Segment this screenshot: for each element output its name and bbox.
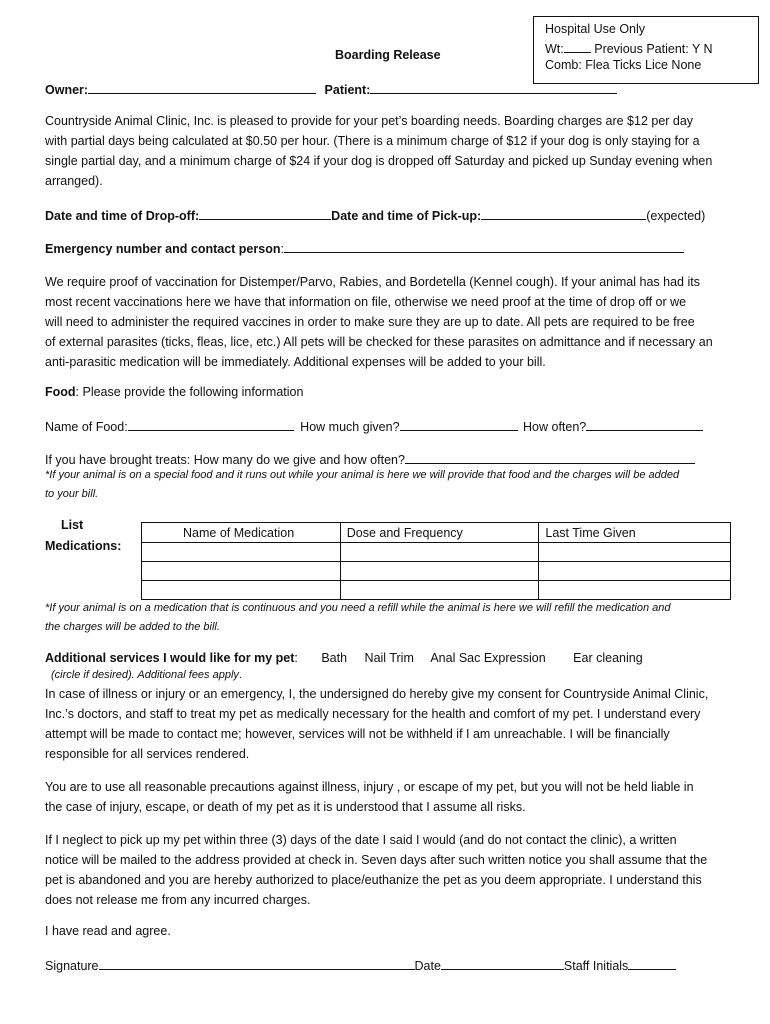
agreement-statement: I have read and agree. (45, 924, 171, 938)
intro-line: arranged). (45, 174, 103, 188)
medication-refill-note (45, 599, 735, 637)
consent-line: responsible for all services rendered. (45, 747, 250, 761)
dropoff-label: Date and time of Drop-off: (45, 209, 200, 223)
last-time-given-cell[interactable] (539, 581, 731, 600)
vaccination-line: will need to administer the required vaccines in order to make sure they are up to date. All pets are required to be free (45, 315, 695, 329)
abandonment-line: notice will be mailed to the address provided at check in. Seven days after such written notice you shall assume that the (45, 853, 708, 867)
food-name-field[interactable] (128, 418, 294, 431)
liability-line: You are to use all reasonable precautions against illness, injury , or escape of my pet, but you will not be held liable in (45, 780, 694, 794)
note-line: the charges will be added to the bill. (45, 621, 220, 633)
signature-label: Signature (45, 959, 99, 973)
table-header-row (142, 523, 731, 543)
dose-frequency-cell[interactable] (340, 562, 539, 581)
consent-paragraph (45, 684, 730, 764)
medication-name-cell[interactable] (142, 562, 341, 581)
emergency-field[interactable] (284, 240, 684, 253)
note-line: *If your animal is on a special food and it runs out while your animal is here we will provide that food and the charges will be added (45, 469, 680, 481)
food-name-label: Name of Food: (45, 420, 128, 434)
medication-name-cell[interactable] (142, 543, 341, 562)
circle-note-text: (circle if desired). Additional fees apply (51, 669, 239, 681)
how-often-field[interactable] (586, 418, 703, 431)
abandonment-line: pet is abandoned and you are hereby authorized to place/euthanize the pet as you deem appropriate. I understand this (45, 873, 702, 887)
additional-services-line (45, 651, 643, 665)
service-nail-trim[interactable]: Nail Trim (364, 651, 414, 665)
intro-line: single partial day, and a minimum charge of $24 if your dog is dropped off Saturday and picked up Sunday evening when (45, 154, 713, 168)
service-bath[interactable]: Bath (321, 651, 348, 665)
previous-patient-label: Previous Patient: Y N (594, 42, 713, 56)
dropoff-field[interactable] (199, 207, 331, 220)
treats-field[interactable] (405, 451, 695, 464)
intro-line: Countryside Animal Clinic, Inc. is pleased to provide for your pet’s boarding needs. Boarding charges are $12 per day (45, 114, 694, 128)
last-time-given-cell[interactable] (539, 543, 731, 562)
treats-line (45, 451, 695, 467)
owner-field[interactable] (88, 81, 316, 94)
medications-label: Medications: (45, 539, 122, 553)
signature-line (45, 957, 676, 973)
intro-paragraph (45, 111, 730, 191)
hospital-use-box (533, 16, 759, 84)
emergency-label: Emergency number and contact person (45, 242, 281, 256)
hospital-use-heading: Hospital Use Only (545, 22, 646, 36)
how-often-label: How often? (523, 420, 587, 434)
service-anal-sac-expression[interactable]: Anal Sac Expression (430, 651, 546, 665)
medication-name-cell[interactable] (142, 581, 341, 600)
comb-line: Comb: Flea Ticks Lice None (545, 58, 702, 72)
dose-frequency-header: Dose and Frequency (340, 523, 539, 543)
vaccination-line: most recent vaccinations here we have that information on file, otherwise we need proof at the time of drop off or we (45, 295, 687, 309)
consent-line: Inc.’s doctors, and staff to treat my pet as medically necessary for the health and comfort of my pet. I understand every (45, 707, 701, 721)
how-much-field[interactable] (400, 418, 518, 431)
intro-line: with partial days being calculated at $0.50 per hour. (There is a minimum charge of $12 if your dog is only staying for a (45, 134, 700, 148)
last-time-given-cell[interactable] (539, 562, 731, 581)
vaccination-line: We require proof of vaccination for Distemper/Parvo, Rabies, and Bordetella (Kennel cough). If your animal has had its (45, 275, 700, 289)
list-label: List (61, 518, 84, 532)
weight-label: Wt: (545, 42, 564, 56)
liability-line: the case of injury, escape, or death of my pet as it is understood that I assume all risks. (45, 800, 526, 814)
how-much-label: How much given? (300, 420, 400, 434)
emergency-line (45, 240, 684, 256)
table-row (142, 562, 731, 581)
pickup-field[interactable] (481, 207, 646, 220)
expected-label: (expected) (646, 209, 706, 223)
date-field[interactable] (441, 957, 564, 970)
dose-frequency-cell[interactable] (340, 581, 539, 600)
food-details-line (45, 418, 703, 434)
food-instructions: : Please provide the following information (75, 385, 304, 399)
emergency-colon: : (280, 242, 284, 256)
circle-note-period: . (238, 669, 242, 681)
food-line (45, 385, 303, 399)
circle-note (51, 669, 242, 681)
last-time-given-header: Last Time Given (539, 523, 731, 543)
additional-services-colon: : (294, 651, 298, 665)
hospital-weight-line (545, 40, 713, 56)
table-row (142, 581, 731, 600)
consent-line: attempt will be made to contact me; however, services will not be withheld if I am unreachable. I will be financially (45, 727, 670, 741)
abandonment-paragraph (45, 830, 730, 910)
dose-frequency-cell[interactable] (340, 543, 539, 562)
liability-paragraph (45, 777, 730, 817)
vaccination-line: of external parasites (ticks, fleas, lice, etc.) All pets will be checked for these parasites on admittance and if necessary an (45, 335, 713, 349)
date-label: Date (414, 959, 441, 973)
note-line: *If your animal is on a medication that is continuous and you need a refill while the animal is here we will refill the medication and (45, 602, 671, 614)
staff-initials-label: Staff Initials (563, 959, 629, 973)
owner-patient-line (45, 81, 617, 97)
note-line: to your bill. (45, 488, 99, 500)
special-food-note (45, 466, 735, 504)
vaccination-paragraph (45, 272, 730, 372)
vaccination-line: anti-parasitic medication will be immediately. Additional expenses will be added to your bill. (45, 355, 546, 369)
patient-label: Patient: (324, 83, 371, 97)
treats-label: If you have brought treats: How many do we give and how often? (45, 453, 405, 467)
abandonment-line: If I neglect to pick up my pet within three (3) days of the date I said I would (and do not contact the clinic), a written (45, 833, 677, 847)
dropoff-pickup-line (45, 207, 705, 223)
consent-line: In case of illness or injury or an emergency, I, the undersigned do hereby give my consent for Countryside Animal Clinic, (45, 687, 709, 701)
page-title: Boarding Release (335, 48, 441, 62)
staff-initials-field[interactable] (628, 957, 676, 970)
additional-services-label: Additional services I would like for my pet (45, 651, 295, 665)
medications-table (141, 522, 731, 600)
abandonment-line: does not release me from any incurred charges. (45, 893, 311, 907)
pickup-label: Date and time of Pick-up: (331, 209, 482, 223)
owner-label: Owner: (45, 83, 89, 97)
food-label: Food (45, 385, 76, 399)
signature-field[interactable] (99, 957, 415, 970)
table-row (142, 543, 731, 562)
service-ear-cleaning[interactable]: Ear cleaning (573, 651, 643, 665)
medication-name-header: Name of Medication (142, 523, 341, 543)
weight-field[interactable] (564, 40, 591, 53)
patient-field[interactable] (370, 81, 617, 94)
